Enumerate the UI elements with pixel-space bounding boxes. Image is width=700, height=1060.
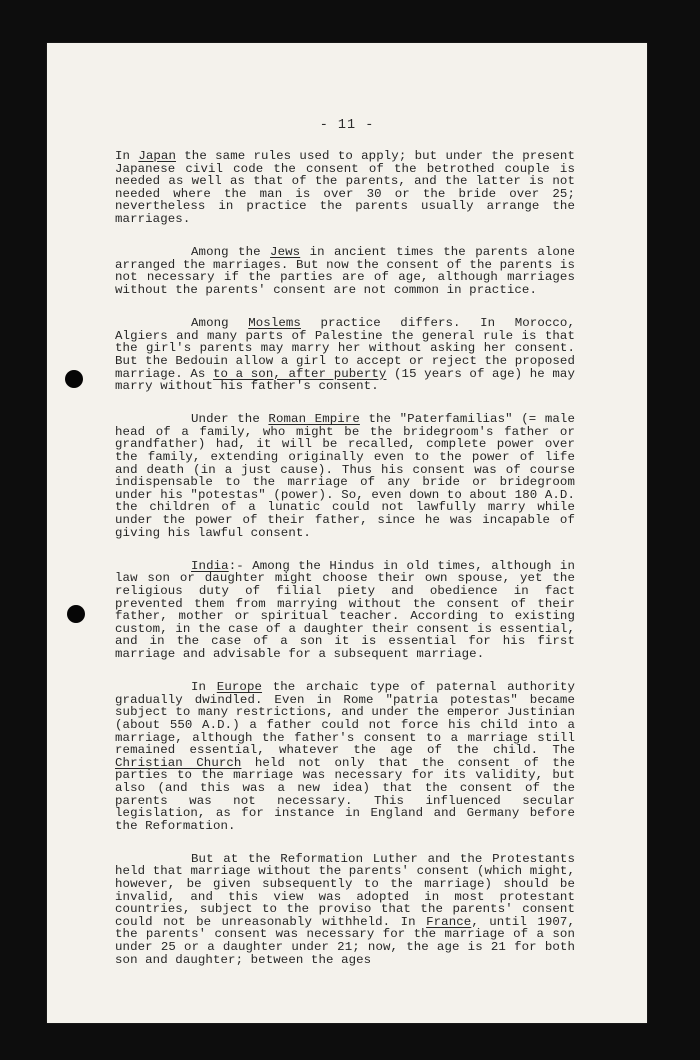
text-run: held not only that the consent of the parties to the marriage was necessary for its validity, but also (and this was a new idea) that the consent of the parents was not necessary. This influenced secular legislation, as for instance in England and Germany before the Reformation.	[115, 755, 575, 833]
underlined-term: India	[191, 558, 229, 573]
paragraph	[115, 413, 575, 539]
paragraph	[115, 681, 575, 832]
text-run: In	[115, 149, 139, 163]
typed-page	[47, 43, 647, 1023]
underlined-term: Jews	[270, 245, 301, 260]
text-run: the archaic type of paternal authority gradually dwindled. Even in Rome "patria potestas" became subject to many restrictions, and under the emperor Justinian (about 550 A.D.) a father could not force his child into a marriage, although the father's consent to a marriage still remained essential, whatever the age of the child. The	[115, 680, 576, 758]
text-run: Under the	[191, 412, 269, 427]
text-run: But at the Reformation Luther and the Protestants held that marriage without the parents' consent (which might, however, be given subsequently to the marriage) should be invalid, and this view was adopted in most protestant countries, subject to the proviso that the parents' consent could not be unreasonably withheld. In	[115, 851, 575, 929]
text-run: in ancient times the parents alone arranged the marriages. But now the consent of the parents is not necessary if the parties are of age, although marriages without the parents' consent are not common in practice.	[115, 245, 575, 297]
underlined-term: Moslems	[248, 316, 301, 331]
underlined-term: Roman Empire	[268, 412, 360, 427]
punch-hole-bottom	[67, 605, 85, 623]
underlined-term: Japan	[138, 149, 177, 163]
paragraph	[115, 560, 575, 661]
text-run: , until 1907, the parents' consent was necessary for the marriage of a son under 25 or a daughter under 21; now, the age is 21 for both son and daughter; between the ages	[115, 914, 576, 967]
text-run: the same rules used to apply; but under the present Japanese civil code the consent of the betrothed couple is needed as well as that of the parents, and the latter is not needed where the man is over 30 or the bride over 25; nevertheless in practice the parents usually arrange the marriages.	[115, 149, 575, 226]
paragraph	[115, 853, 575, 966]
underlined-term: Europe	[216, 680, 263, 695]
text-run: In	[191, 680, 217, 695]
text-run: practice differs. In Morocco, Algiers and many parts of Palestine the general rule is that the girl's parents may marry her without asking her consent. But the Bedouin allow a girl to accept or reject the proposed marriage. As	[115, 316, 575, 381]
text-run: Among the	[191, 245, 271, 260]
text-run: Among	[191, 316, 249, 331]
text-run: :- Among the Hindus in old times, although in law son or daughter might choose their own spouse, yet the religious duty of filial piety and obedience in fact prevented them from marrying without the consent of their father, mother or spiritual teacher. According to existing custom, in the case of a daughter their consent is essential, and in the case of a son it is essential for his first marriage and advisable for a subsequent marriage.	[115, 558, 575, 661]
paragraph	[115, 317, 575, 393]
paragraph	[115, 150, 575, 226]
underlined-term: France	[426, 914, 472, 929]
document-body	[115, 150, 575, 987]
underlined-term: Christian Church	[115, 755, 242, 770]
page-number: - 11 -	[319, 118, 375, 133]
underlined-term: to a son, after puberty	[213, 366, 387, 381]
punch-hole-top	[65, 370, 83, 388]
text-run: the "Paterfamilias" (= male head of a family, who might be the bridegroom's father or grandfather) had, it will be recalled, complete power over the family, extending originally even to the power of life and death (in a just cause). Thus his consent was of course indispensable to the marriage of any bride or bridegroom under his "potestas" (power). So, even down to about 180 A.D. the children of a lunatic could not lawfully marry while under the power of their father, since he was incapable of giving his lawful consent.	[115, 412, 576, 540]
text-run: (15 years of age) he may marry without his father's consent.	[115, 366, 575, 394]
paragraph	[115, 246, 575, 296]
